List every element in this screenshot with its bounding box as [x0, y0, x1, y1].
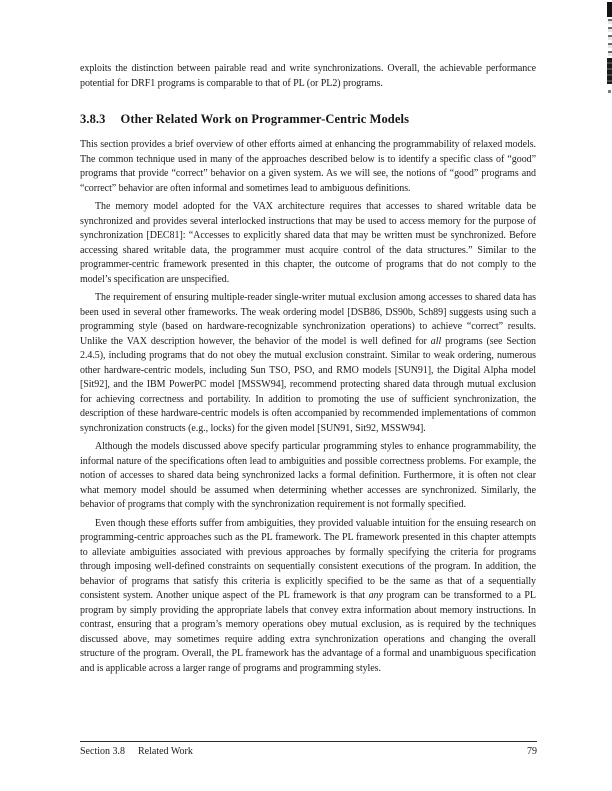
footer-section-reference [80, 746, 193, 757]
scan-artifact-segment [608, 19, 612, 57]
paragraph-vax-model: The memory model adopted for the VAX architecture requires that accesses to shared writable data be synchronized and provides several interlocked instructions that may be used to access memory for the purpose of synchronization [DEC81]: “Accesses to explicitly shared data that may be written must be synchronized. Before accessing shared writable data, the programmer must acquire control of the data structures.” Similar to the programmer-centric framework presented in this chapter, the outcome of programs that do not comply to the model’s specification are unspecified. [80, 201, 536, 285]
paragraph-segment: program can be transformed to a PL program by simply providing the appropriate labels that convey extra information about memory instructions. In contrast, ensuring that a program’s memory operations obey mutual exclusion, as is required by the techniques discussed above, may sometimes require adding extra synchronization operations and changing the overall structure of the program. Overall, the PL framework has the advantage of a formal and unambiguous specification and is applicable across a larger range of programs and programming styles. [80, 590, 536, 674]
paragraph-segment: programs (see Section 2.4.5), including programs that do not obey the mutual exclusion constraint. Similar to weak ordering, numerous other hardware-centric models, including Sun TSO, PSO, and RMO models [SUN91], the Digital Alpha model [Sit92], and the IBM PowerPC model [MSSW94], recommend protecting shared data through mutual exclusion for achieving correctness and portability. In addition to promoting the use of sufficient synchronization, the description of these hardware-centric models is often accompanied by recommended implementations of common synchronization constructs (e.g., locks) for the given model [SUN91, Sit92, MSSW94]. [80, 335, 536, 434]
italic-word: all [430, 335, 442, 347]
paragraph-segment: The requirement of ensuring multiple-reader single-writer mutual exclusion among accesses to shared data has been used in several other frameworks. The weak ordering model [DSB86, DS90b, Sch89] suggests using such a programming style (based on hardware-recognizable synchronization operations) to achieve “correct” results. Unlike the VAX description however, the behavior of the model is well defined for [80, 292, 536, 347]
intro-paragraph: exploits the distinction between pairable read and write synchronizations. Overall, the achievable performance potential for DRF1 programs is comparable to that of PL (or PL2) programs. [80, 63, 536, 89]
paragraph-segment: Even though these efforts suffer from ambiguities, they provided valuable intuition for the ensuing research on programming-centric approaches such as the PL framework. The PL framework presented in this chapter attempts to alleviate ambiguities associated with previous approaches by formally specifying the criteria for programs through imposing well-defined constraints on sequentially consistent executions of the program. In addition, the behavior of programs that satisfy this criteria is explicitly specified to be the same as that of a sequentially consistent system. Another unique aspect of the PL framework is that [80, 517, 536, 601]
italic-word: any [368, 590, 383, 601]
page-number: 79 [527, 746, 537, 757]
document-page [80, 62, 536, 680]
footer-section-title: Related Work [138, 746, 193, 757]
paragraph-weak-ordering [80, 291, 536, 436]
paragraph-pl-framework [80, 517, 536, 677]
scan-binding-artifact [607, 2, 612, 112]
paragraph-overview: This section provides a brief overview of other efforts aimed at enhancing the programmability of relaxed models. The common technique used in many of the approaches described below is to identify a specific class of “good” programs that provide “correct” behavior on a given system. As we will see, the notions of “good” programs and “correct” behavior are often informal and sometimes lead to ambiguous definitions. [80, 139, 536, 194]
section-title: Other Related Work on Programmer-Centric Models [120, 112, 410, 126]
scan-artifact-segment [607, 58, 612, 84]
scan-artifact-segment [608, 90, 611, 93]
section-number: 3.8.3 [80, 112, 106, 126]
page-footer [80, 741, 537, 757]
scan-artifact-segment [607, 2, 612, 17]
footer-section-label: Section 3.8 [80, 746, 125, 757]
paragraph-ambiguities: Although the models discussed above specify particular programming styles to enhance programmability, the informal nature of the specifications often lead to ambiguities and possible correctness problems. For example, the notion of accesses to shared data being synchronized lacks a formal definition. Furthermore, it is often not clear what memory model should be assumed when determining whether accesses are synchronized. Similarly, the behavior of programs that comply with the synchronization requirement is not formally specified. [80, 441, 536, 510]
section-heading [80, 112, 536, 127]
